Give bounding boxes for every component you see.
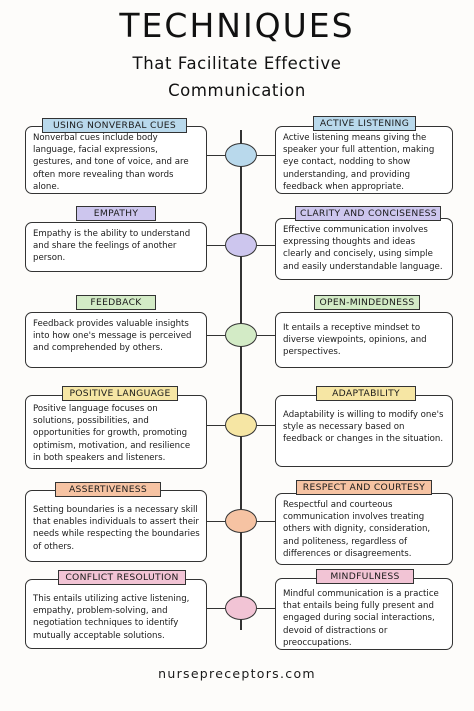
label-clarity-and-conciseness: CLARITY AND CONCISENESS <box>295 206 441 221</box>
label-empathy: EMPATHY <box>76 206 156 221</box>
timeline-node-blue <box>225 143 257 167</box>
label-adaptability: ADAPTABILITY <box>316 386 416 401</box>
label-using-nonverbal-cues: USING NONVERBAL CUES <box>42 118 187 133</box>
card-text: Mindful communication is a practice that entails being fully present and engaged during social interactions, devoid of distractions or preoccupations. <box>283 589 439 648</box>
label-open-mindedness: OPEN-MINDEDNESS <box>314 295 420 310</box>
card-positive-language <box>25 395 207 469</box>
footer-website: nursepreceptors.com <box>158 666 316 681</box>
card-text: Adaptability is willing to modify one's style as necessary based on feedback or changes in the situation. <box>283 410 444 445</box>
connector <box>257 335 275 336</box>
label-feedback: FEEDBACK <box>76 295 156 310</box>
label-assertiveness: ASSERTIVENESS <box>55 482 161 497</box>
label-conflict-resolution: CONFLICT RESOLUTION <box>58 570 186 585</box>
card-conflict-resolution <box>25 579 207 649</box>
card-text: This entails utilizing active listening, empathy, problem-solving, and negotiation techniques to identify mutually acceptable solutions. <box>33 594 190 641</box>
connector <box>257 521 275 522</box>
timeline-node-purple <box>225 233 257 257</box>
subtitle-line-1: That Facilitate Effective <box>132 54 342 73</box>
card-mindfulness <box>275 578 453 650</box>
label-mindfulness: MINDFULNESS <box>316 569 414 584</box>
timeline-node-orange <box>225 509 257 533</box>
card-adaptability <box>275 395 453 467</box>
card-text: Positive language focuses on solutions, possibilities, and opportunities for growth, promoting optimism, motivation, and resilience in both speakers and listeners. <box>33 404 191 463</box>
card-text: Effective communication involves expressing thoughts and ideas clearly and concisely, using simple and easily understandable language. <box>283 225 443 272</box>
connector <box>257 425 275 426</box>
label-positive-language: POSITIVE LANGUAGE <box>62 386 178 401</box>
connector <box>207 521 225 522</box>
card-text: Nonverbal cues include body language, facial expressions, gestures, and tone of voice, and are often more revealing than words alone. <box>33 133 189 192</box>
connector <box>207 155 225 156</box>
label-respect-and-courtesy: RESPECT AND COURTESY <box>296 480 432 495</box>
page-title: TECHNIQUES <box>119 6 355 45</box>
card-text: It entails a receptive mindset to diverse viewpoints, opinions, and perspectives. <box>283 323 427 358</box>
connector <box>257 608 275 609</box>
card-assertiveness <box>25 490 207 562</box>
connector <box>257 155 275 156</box>
card-text: Feedback provides valuable insights into how one's message is perceived and comprehended by others. <box>33 319 192 354</box>
connector <box>207 245 225 246</box>
card-text: Respectful and courteous communication involves treating others with dignity, consideration, and politeness, regardless of differences or disagreements. <box>283 500 431 559</box>
card-respect-and-courtesy <box>275 493 453 565</box>
timeline-node-yellow <box>225 413 257 437</box>
card-text: Active listening means giving the speaker your full attention, making eye contact, nodding to show understanding, and providing feedback when appropriate. <box>283 133 435 192</box>
card-feedback <box>25 312 207 368</box>
connector <box>207 425 225 426</box>
card-text: Setting boundaries is a necessary skill that enables individuals to assert their needs while respecting the boundaries of others. <box>33 505 200 552</box>
timeline-node-green <box>225 323 257 347</box>
card-using-nonverbal-cues <box>25 126 207 194</box>
card-text: Empathy is the ability to understand and share the feelings of another person. <box>33 229 191 264</box>
label-active-listening: ACTIVE LISTENING <box>313 116 416 131</box>
card-open-mindedness <box>275 312 453 368</box>
connector <box>207 335 225 336</box>
card-clarity-and-conciseness <box>275 218 453 280</box>
connector <box>207 608 225 609</box>
timeline-node-pink <box>225 596 257 620</box>
card-empathy <box>25 222 207 272</box>
card-active-listening <box>275 126 453 194</box>
subtitle-line-2: Communication <box>168 81 306 100</box>
page-subtitle <box>0 50 474 104</box>
connector <box>257 245 275 246</box>
timeline-line <box>240 130 242 630</box>
